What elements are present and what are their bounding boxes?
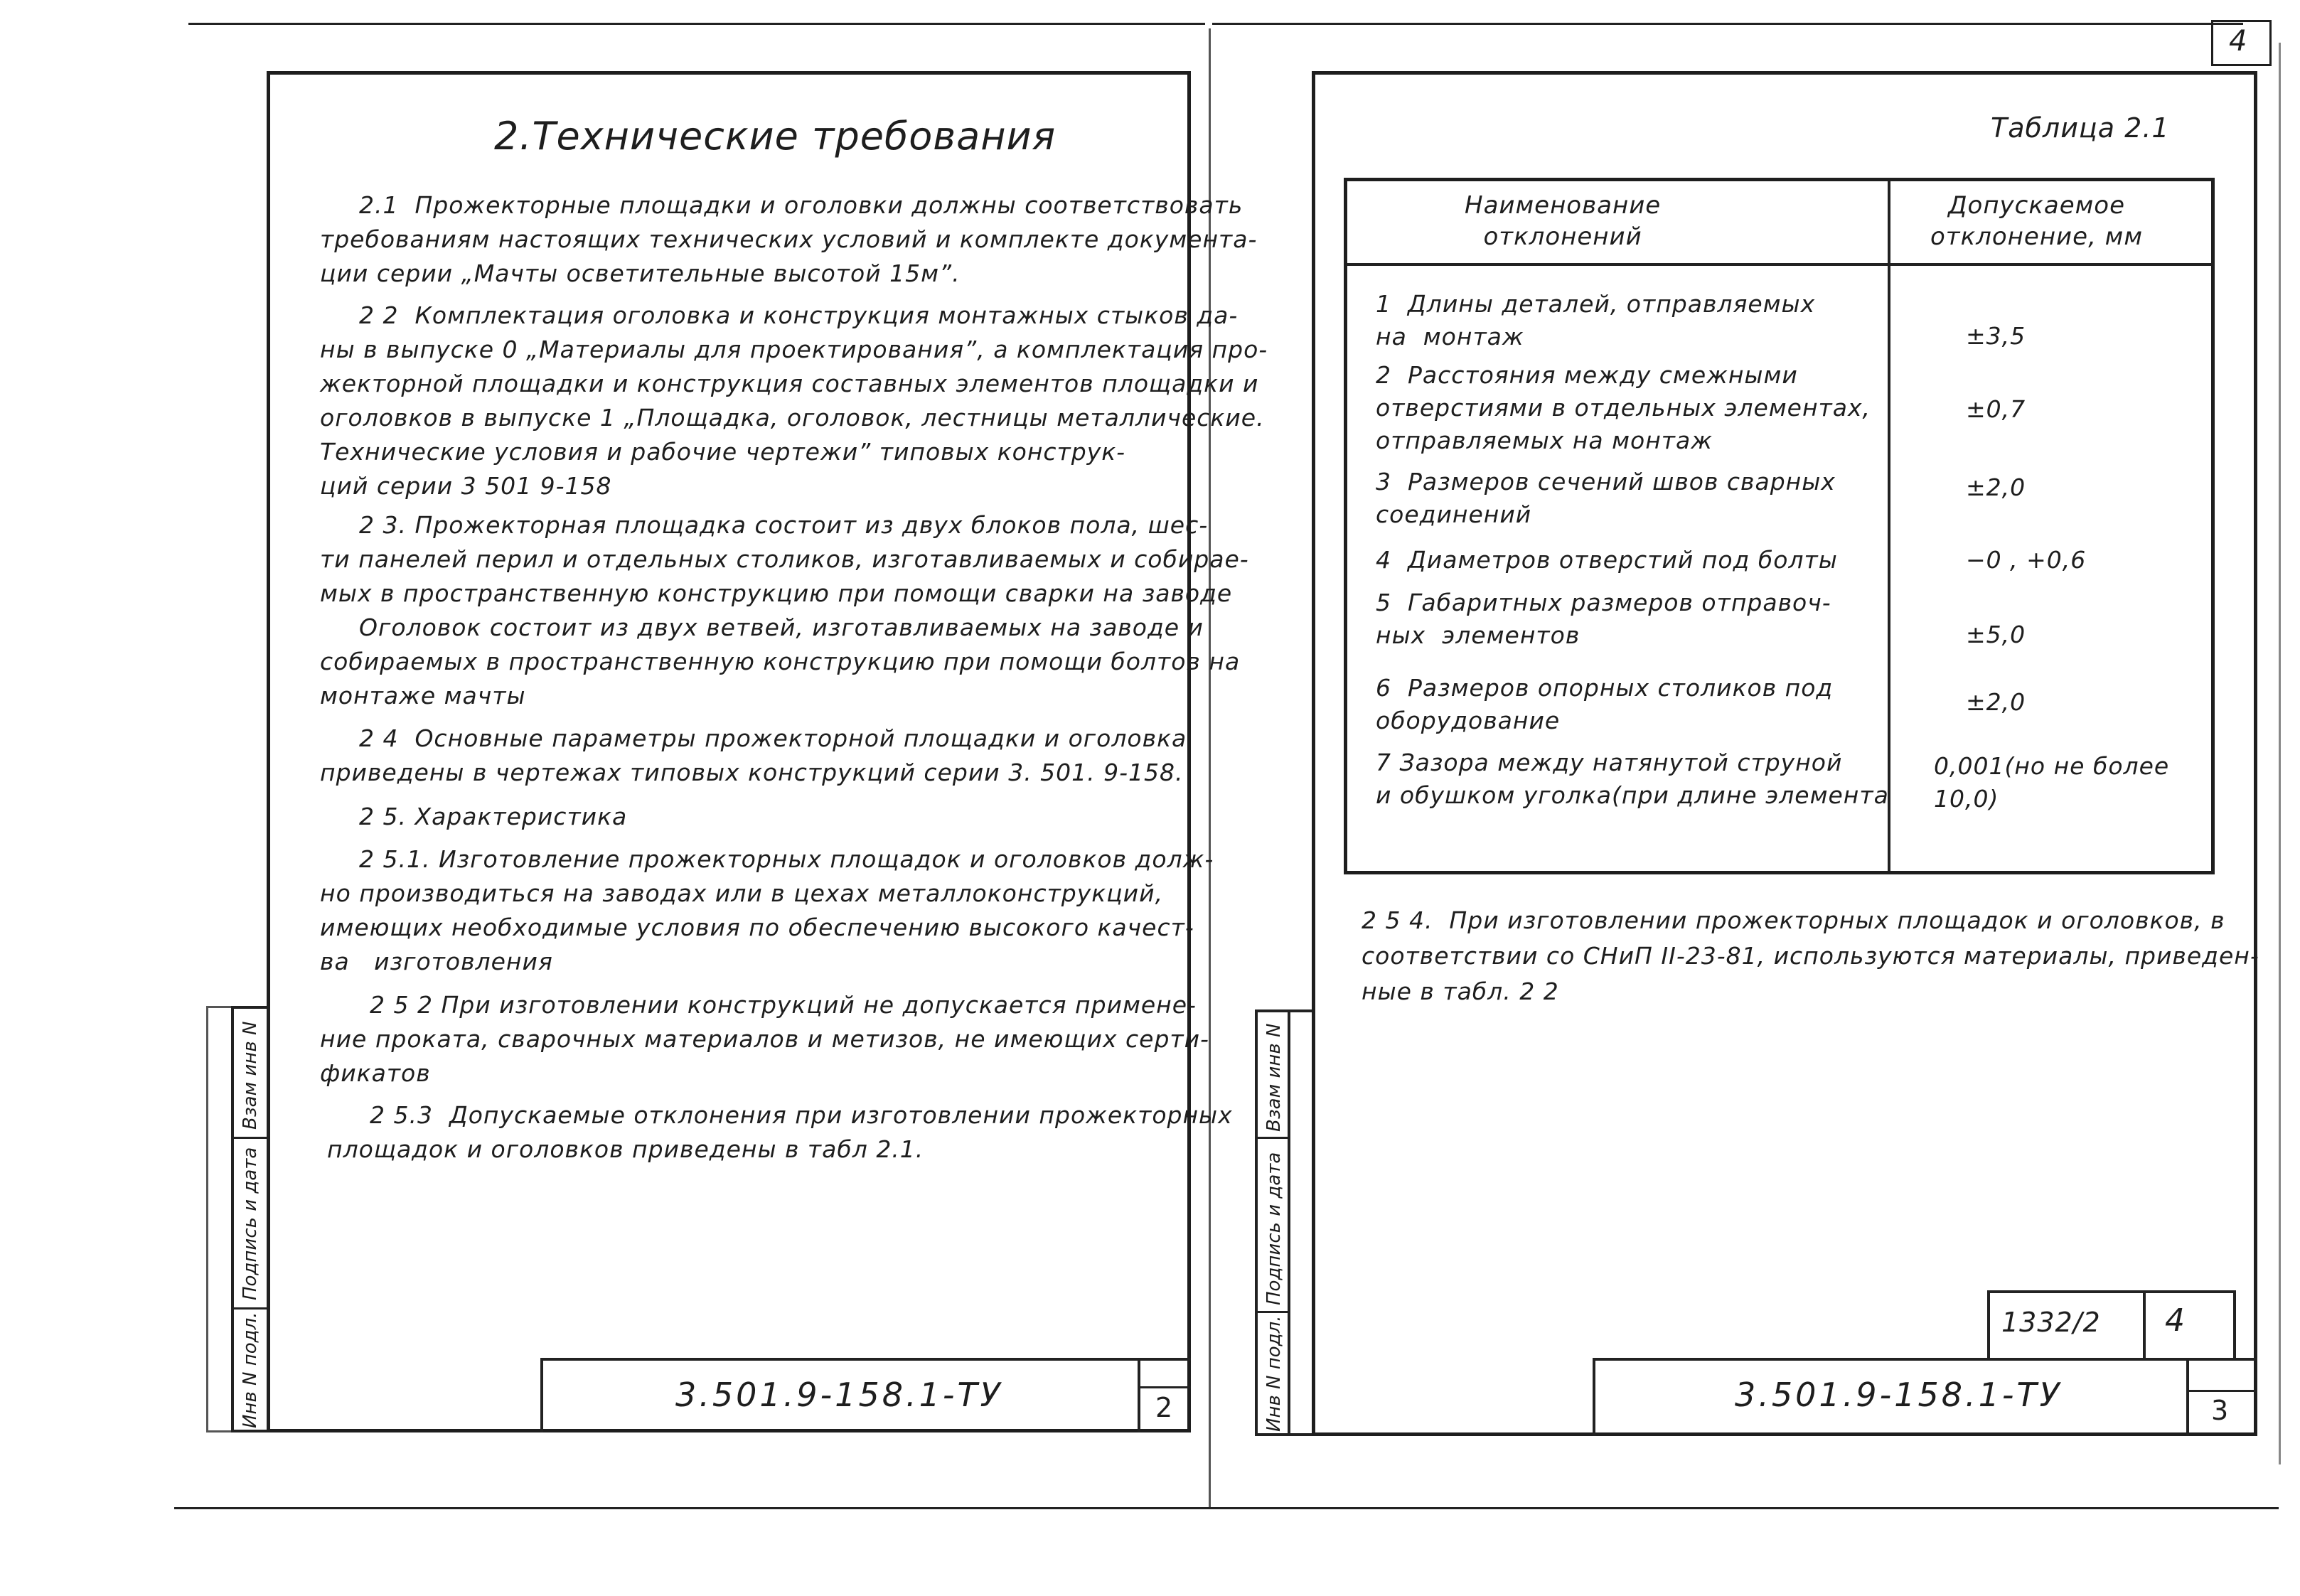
paragraph-line: 2 5.3 Допускаемые отклонения при изготовлении прожекторных	[370, 1101, 1233, 1129]
note-paragraph: 2 5 4. При изготовлении прожекторных площадок и оголовков, в соответствии со СНиП II-23-81, используются материалы, приведен- ные в табл. 2 2	[1362, 906, 2259, 1005]
table-header-divider	[1347, 263, 2211, 266]
table-row-name: 3 Размеров сечений швов сварных соединений	[1376, 468, 1836, 528]
paragraph-line: ва изготовления	[320, 948, 553, 975]
paragraph-line: 2.1 Прожекторные площадки и оголовки должны соответствовать	[359, 191, 1243, 219]
table-caption: Таблица 2.1	[1991, 112, 2170, 144]
table-row-value: ±2,0	[1966, 688, 2026, 716]
paragraph-line: 2 2 Комплектация оголовка и конструкция монтажных стыков да-	[359, 301, 1239, 329]
right-stamp-divider	[2186, 1358, 2189, 1436]
left-stamp-hline	[1138, 1386, 1191, 1388]
paragraph-line: ние проката, сварочных материалов и метизов, не имеющих серти-	[320, 1025, 1209, 1053]
right-stamp-hline	[2186, 1390, 2257, 1392]
paragraph-line: требованиям настоящих технических условий и комплекте документа-	[320, 225, 1258, 253]
side-label-inv: Инв N подл.	[1263, 1315, 1285, 1432]
table-row-name: 6 Размеров опорных столиков под оборудование	[1376, 674, 1834, 734]
paragraph-line: ти панелей перил и отдельных столиков, изготавливаемых и собирае-	[320, 545, 1249, 573]
paragraph-line: ций серии 3 501 9-158	[320, 472, 612, 500]
paragraph-line: но производиться на заводах или в цехах металлоконструкций,	[320, 879, 1164, 907]
sheet-corner-box	[2211, 20, 2272, 66]
table-row-name: 4 Диаметров отверстий под болты	[1376, 546, 1838, 574]
paragraph-line: оголовков в выпуске 1 „Площадка, оголовок, лестницы металлические.	[320, 404, 1265, 432]
paragraph-line: ны в выпуске 0 „Материалы для проектирования”, а комплектация про-	[320, 336, 1268, 363]
right-side-stamp	[1255, 1009, 1290, 1436]
paragraph-line: ции серии „Мачты осветительные высотой 15м”.	[320, 259, 961, 287]
left-stamp-divider	[1138, 1358, 1140, 1432]
paragraph-line: 2 5.1. Изготовление прожекторных площадок и оголовков долж-	[359, 845, 1214, 873]
deviation-table	[1344, 178, 2215, 874]
side-label-inv: Инв N подл.	[240, 1312, 261, 1428]
top-border-line-right	[1212, 23, 2243, 25]
table-header-value: Допускаемое отклонение, мм	[1930, 191, 2143, 251]
table-row-value: 0,001(но не более 10,0)	[1934, 752, 2170, 813]
right-edge-line	[2279, 43, 2281, 1464]
paragraph-line: жекторной площадки и конструкция составных элементов площадки и	[320, 370, 1259, 397]
table-header-name: Наименование отклонений	[1465, 191, 1662, 251]
archive-number: 1332/2	[2001, 1307, 2101, 1338]
left-stamp-code: 3.501.9-158.1-ТУ	[675, 1376, 1003, 1414]
table-row-value: ±0,7	[1966, 395, 2026, 423]
paragraph-line: 2 5. Характеристика	[359, 803, 628, 830]
side-label-replace: Взам инв N	[1263, 1023, 1285, 1132]
side-label-sign: Подпись и дата	[240, 1147, 261, 1300]
top-border-line	[188, 23, 1205, 25]
right-page-number: 3	[2211, 1395, 2230, 1426]
table-row-value: ±2,0	[1966, 473, 2026, 501]
left-page-number: 2	[1155, 1392, 1174, 1423]
table-row-value: ±5,0	[1966, 621, 2026, 648]
sheet-corner-number: 4	[2229, 25, 2248, 58]
paragraph-line: 2 3. Прожекторная площадка состоит из двух блоков пола, шес-	[359, 511, 1209, 539]
paragraph-line: мых в пространственную конструкцию при помощи сварки на заводе	[320, 579, 1233, 607]
side-label-replace: Взам инв N	[240, 1021, 261, 1130]
paragraph-line: Технические условия и рабочие чертежи” типовых конструк-	[320, 438, 1126, 466]
paragraph-line: фикатов	[320, 1059, 431, 1087]
table-row-name: 1 Длины деталей, отправляемых на монтаж	[1376, 290, 1816, 350]
table-row-value: −0 , +0,6	[1966, 546, 2087, 574]
paragraph-line: имеющих необходимые условия по обеспечению высокого качест-	[320, 914, 1194, 941]
left-page-heading: 2.Технические требования	[494, 114, 1057, 159]
table-row-name: 5 Габаритных размеров отправоч- ных элементов	[1376, 589, 1831, 649]
paragraph-line: монтаже мачты	[320, 682, 526, 709]
table-row-name: 2 Расстояния между смежными отверстиями в отдельных элементах, отправляемых на монтаж	[1376, 361, 1871, 454]
table-row-name: 7 Зазора между натянутой струной и обушком уголка(при длине элемента	[1376, 749, 1889, 809]
paragraph-line: приведены в чертежах типовых конструкций серии 3. 501. 9-158.	[320, 759, 1184, 786]
paragraph-line: Оголовок состоит из двух ветвей, изготавливаемых на заводе и	[359, 614, 1204, 641]
right-side-stamp-inner	[1290, 1009, 1312, 1436]
right-stamp-code: 3.501.9-158.1-ТУ	[1735, 1376, 2063, 1414]
left-side-stamp-outer	[206, 1006, 231, 1432]
side-label-sign: Подпись и дата	[1263, 1152, 1285, 1305]
paragraph-line: 2 4 Основные параметры прожекторной площадки и оголовка	[359, 724, 1187, 752]
bottom-border-line	[174, 1507, 2279, 1509]
table-row-value: ±3,5	[1966, 322, 2026, 350]
paragraph-line: собираемых в пространственную конструкцию при помощи болтов на	[320, 648, 1241, 675]
left-side-stamp	[231, 1006, 270, 1432]
paragraph-line: 2 5 2 При изготовлении конструкций не допускается примене-	[370, 991, 1197, 1019]
paragraph-line: площадок и оголовков приведены в табл 2.1.	[327, 1135, 924, 1163]
archive-sheet: 4	[2165, 1302, 2186, 1339]
